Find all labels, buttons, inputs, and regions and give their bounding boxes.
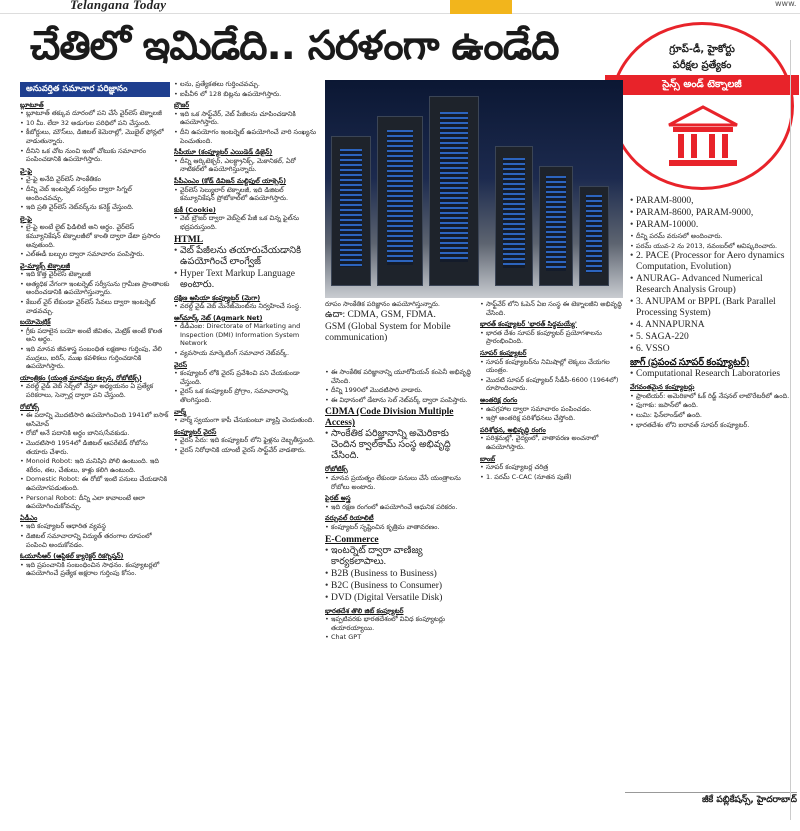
- bullet-text: • ఇది కొత్త వైర్‌లెస్‌ టెక్నాలజీ: [20, 270, 170, 279]
- subheading: CDMA (Code Division Multiple Access): [325, 407, 454, 429]
- subheading: దక్షిణ ఆసియా కంప్యూటర్‌ (మెగా): [174, 293, 261, 302]
- masthead-brand: Telangana Today: [70, 0, 167, 12]
- bullet-text: • 3. ANUPAM or BPPL (Bark Parallel Processing System): [630, 297, 790, 319]
- bullet-text: • దీన్ని 1990లో మొదటిసారి వాడారు.: [325, 386, 475, 395]
- bullet-text: • లై-ఫై అంటే లైట్‌ ఫిడిలిటీ అని అర్థం. వైర్‌లెస్‌ కమ్యూనికేషన్‌ టెక్నాలజీలో కాంతి ద్వారా డేటా ప్రసారం అవుతుంది.: [20, 223, 170, 249]
- bullet-text: • ఈ విధానంలో డేటాను సెల్‌ నెట్‌వర్క్‌ ద్వారా పంపిస్తారు.: [325, 396, 475, 405]
- subheading: పీపీఎంఎం (కోడ్‌ డివిజన్‌ మల్టిపుల్‌ యాక్సెస్‌): [174, 176, 287, 185]
- bullet-text: • వరల్డ్‌ వైడ్‌ వెబ్‌ మేనేజ్‌మెంట్‌ను నిర్వహించే సంస్థ.: [174, 302, 320, 311]
- bullet-text: • భారతదేశం లోని ఐరావత్‌ సూపర్‌ కంప్యూటర్‌.: [630, 421, 790, 430]
- column-4-body: [480, 300, 625, 481]
- bullet-text: • 1. పరమ్‌ C-CAC (నూతన పుణే): [480, 473, 625, 482]
- column-3-body: [325, 368, 475, 642]
- bullet-text: • వైరస్‌ నిరోధానికి యాంటీ వైరస్‌ సాఫ్ట్‌వేర్‌ వాడతారు.: [174, 446, 320, 455]
- bullet-text: • పరమ్‌ యువ-2 ను 2013, నవంబర్‌లో ఆవిష్కరించారు.: [630, 242, 790, 251]
- bullet-text: • Domestic Robot: ఈ రోబో ఇంటి పనులు చేయడానికి ఉపయోగపడుతుంది.: [20, 475, 170, 492]
- bullet-text: • ఇది కంప్యూటర్‌ ఆధారిత వ్యవస్థ: [20, 522, 170, 531]
- column-1: [20, 82, 170, 822]
- bullet-text: • 4. ANNAPURNA: [630, 320, 790, 331]
- server-rack: [377, 116, 423, 286]
- bullet-text: • దీని ఉపయోగం ఇంటర్నెట్‌ ఉపయోగించే వారి సంఖ్యను పెంచుతుంది.: [174, 128, 320, 145]
- bullet-text: • దీనిని ఒక చోట నుంచి ఇంకో చోటుకు సమాచారం పంపించడానికి ఉపయోగిస్తారు.: [20, 147, 170, 164]
- bullet-text: • Hyper Text Markup Language అంటారు.: [174, 269, 320, 291]
- server-rack: [495, 146, 533, 286]
- bullet-text: • కీబోర్డులు, మౌస్‌లు, డిజిటల్‌ కెమెరాల్లో, మొబైల్‌ ఫోన్లలో వాడుతున్నారు.: [20, 128, 170, 145]
- caption-line: రూపం సాంకేతిక పరిజ్ఞానం ఉపయోగిస్తున్నారు.: [325, 300, 440, 308]
- bullet-text: • ఇది ఒక సాఫ్ట్‌వేర్‌, వెబ్‌ పేజీలను చూపించడానికి ఉపయోగిస్తారు.: [174, 110, 320, 127]
- column-5: [630, 196, 790, 788]
- caption-line: ఉదా: CDMA, GSM, FDMA.: [325, 309, 436, 320]
- bullet-text: • Personal Robot: దీన్ని ఎలా కావాలంటే అలా ఉపయోగించుకోవచ్చు.: [20, 494, 170, 511]
- bullet-text: • B2C (Business to Consumer): [325, 581, 475, 592]
- bullet-text: • ANURAG- Advanced Numerical Research Analysis Group): [630, 274, 790, 296]
- bullet-text: • ఉపగ్రహాల ద్వారా సమాచారం పంపించడం.: [480, 405, 625, 414]
- bullet-text: • మానవ ప్రయత్నం లేకుండా పనులు చేసే యంత్రాలను రోబోలు అంటారు.: [325, 474, 475, 491]
- caption-line: GSM (Global System for Mobile communication): [325, 321, 451, 343]
- subheading: వార్మ్‌: [174, 407, 187, 416]
- subheading: E-Commerce: [325, 534, 379, 545]
- subheading: భారతదేశ తొలి జిట్‌ కంప్యూటర్‌: [325, 606, 404, 615]
- server-rack: [429, 96, 479, 286]
- publisher-credit: జీకే పబ్లికేషన్స్‌, హైదరాబాద్‌: [625, 792, 797, 807]
- bullet-text: • వ్యవసాయ మార్కెటింగ్‌ సమాచార నెట్‌వర్క్‌.: [174, 349, 320, 358]
- bullet-text: • Chat GPT: [325, 633, 475, 642]
- bullet-text: • ఐపీవీ6 లో 128 బిట్లను ఉపయోగిస్తారు.: [174, 90, 320, 99]
- topic-badge: [610, 22, 794, 190]
- subheading: అగ్‌మార్క్‌ నెట్‌ (Agmark Net): [174, 313, 263, 322]
- bullet-text: • పరిశ్రమల్లో, వైద్యంలో, వాతావరణ అంచనాలో ఉపయోగిస్తారు.: [480, 434, 625, 451]
- bullet-text: • ఎల్‌ఈడీ బల్బుల ద్వారా సమాచారం పంపిస్తారు.: [20, 250, 170, 259]
- subheading: వర్చువల్‌ రియాలిటీ: [325, 514, 374, 523]
- government-building-icon: [665, 105, 741, 169]
- bullet-text: • Computational Research Laboratories: [630, 369, 790, 380]
- server-rack: [331, 136, 371, 286]
- subheading: భారత్‌ కంప్యూటర్‌ 'భారత్‌ సిద్ధమయ్యే': [480, 320, 577, 329]
- server-rack: [539, 166, 573, 286]
- bullet-text: • వైరస్‌ పేరు: ఇది కంప్యూటర్‌ లోని ఫైళ్లను దెబ్బతీస్తుంది.: [174, 436, 320, 445]
- bullet-text: • అత్యధిక వేగంగా ఇంటర్నెట్‌ సర్వీసును గ్రామీణ ప్రాంతాలకు అందించడానికి ఉపయోగిస్తున్నారు.: [20, 280, 170, 297]
- bullet-text: • ఇస్రో అంతరిక్ష పరిశోధనలు చేస్తోంది.: [480, 414, 625, 423]
- bullet-text: • 10 మీ. లేదా 32 అడుగుల పరిధిలో పని చేస్తుంది.: [20, 119, 170, 128]
- subheading: లై-ఫై: [20, 214, 32, 223]
- bullet-text: • వైర్‌లెస్‌ సెల్యులార్‌ టెక్నాలజీ, ఇది డిజిటల్‌ కమ్యూనికేషన్‌ ప్రోటోకాల్‌లో ఉపయోగిస్తారు.: [174, 186, 320, 203]
- badge-line1: గ్రూప్‌-డీ, హైకోర్టు: [669, 44, 735, 55]
- bullet-text: • ఇప్పటివరకు భారతదేశంలో వివిధ కంప్యూటర్లు తయారయ్యాయి.: [325, 615, 475, 632]
- bullet-text: • రోబో అనే పదానికి అర్థం బానిస/సేవకుడు.: [20, 429, 170, 438]
- bullet-text: • కంప్యూటర్‌ సృష్టించిన కృత్రిమ వాతావరణం.: [325, 523, 475, 532]
- column-4: [480, 300, 625, 822]
- bullet-text: • DVD (Digital Versatile Disk): [325, 593, 475, 604]
- bullet-text: • లుమి: ఫిన్‌లాండ్‌లో ఉంది.: [630, 411, 790, 420]
- masthead-logo-box: [450, 0, 512, 14]
- bullet-text: • ఈ సాంకేతిక పరిజ్ఞానాన్ని యూరోపియన్‌ కంపెనీ అభివృద్ధి చేసింది.: [325, 368, 475, 385]
- column-2: [174, 80, 320, 822]
- page-edge: [790, 40, 800, 820]
- bullet-text: • వై-ఫై అనేది వైర్‌లెస్‌ సాంకేతికం: [20, 175, 170, 184]
- subheading: అంతరిక్ష రంగం: [480, 395, 518, 404]
- bullet-text: • వెబ్‌ పేజీలను తయారుచేయడానికి ఉపయోగించే లాంగ్వేజ్‌: [174, 246, 320, 268]
- bullet-text: • 2. PACE (Processor for Aero dynamics Computation, Evolution): [630, 251, 790, 273]
- subheading: HTML: [174, 234, 204, 245]
- subheading: వైరస్‌: [174, 360, 188, 369]
- bullet-text: • PARAM-8600, PARAM-9000,: [630, 208, 790, 219]
- subheading: యాంత్రికం (యంత్ర మానవుల కల్పన, రోబోటిక్స్‌): [20, 373, 142, 382]
- subheading: కంప్యూటర్‌ వైరస్‌: [174, 427, 217, 436]
- bullet-text: • PARAM-8000,: [630, 196, 790, 207]
- photo-caption: [325, 300, 475, 345]
- page-headline: చేతిలో ఇమిడేది.. సరళంగా ఉండేది: [30, 23, 559, 69]
- subheading: ఓయూసీఆర్‌ (ఆప్టికల్‌ క్యారెక్టర్‌ రికగ్నిషన్‌): [20, 552, 124, 561]
- column-1-body: [20, 101, 170, 578]
- bullet-text: • ఇది ప్రతి వైర్‌లెస్‌ నెట్‌వర్క్‌ను కనెక్ట్‌ చేస్తుంది.: [20, 203, 170, 212]
- column-2-body: [174, 80, 320, 455]
- subheading: వై-మ్యాక్స్‌ టెక్నాలజీ: [20, 261, 70, 270]
- caption-body: [325, 300, 475, 344]
- bullet-text: • ఇది ప్రపంచానికి సంబంధించిన సాధనం. కంప్యూటర్లలో ఉపయోగించే ప్రత్యేక అక్షరాల గుర్తింపు కోసం.: [20, 561, 170, 578]
- bullet-text: • డీడీఎంఐ: Directorate of Marketing and Inspection (DMI) Information System Network: [174, 322, 320, 348]
- bullet-text: • సాఫ్ట్‌వేర్‌ లోని ఓపెన్‌ ఏఐ సంస్థ ఈ టెక్నాలజీని అభివృద్ధి చేసింది.: [480, 300, 625, 317]
- bullet-text: • వార్మ్‌ స్వయంగా కాపీ చేసుకుంటూ వ్యాప్తి చెందుతుంది.: [174, 416, 320, 425]
- subheading: రోబోటిక్స్‌: [325, 465, 348, 474]
- section-header: అనువర్తిత సమాచార పరిజ్ఞానం: [20, 82, 170, 97]
- subheading: కుకీ (Cookie): [174, 205, 216, 214]
- subheading: రోబోట్స్‌: [20, 402, 39, 411]
- bullet-text: • గ్రీకు పదాలైన బయో అంటే జీవితం, మెట్రిక్‌ అంటే కొలత అని అర్థం.: [20, 327, 170, 344]
- bullet-text: • PARAM-10000.: [630, 220, 790, 231]
- bullet-text: • సాంకేతిక పరిజ్ఞానాన్ని అమెరికాకు చెందిన క్వాల్‌కామ్‌ సంస్థ అభివృద్ధి చేసింది.: [325, 429, 475, 462]
- supercomputer-photo: [325, 80, 623, 298]
- subheading: వేగవంతమైన కంప్యూటర్లు: [630, 383, 695, 392]
- bullet-text: • ఈ పదాన్ని మొదటిసారి ఉపయోగించింది 1941లో ఐసాక్‌ అసిమోవ్‌: [20, 411, 170, 428]
- subheading: సీపీయూ (కంప్యూటర్‌ ఎయిడెడ్‌ డిజైన్‌): [174, 148, 273, 157]
- bullet-text: • భారత దేశం సూపర్‌ కంప్యూటర్‌ ప్రయోగశాలను ప్రారంభించింది.: [480, 329, 625, 346]
- masthead-web: www.: [775, 0, 797, 8]
- subheading: బయోమెట్రిక్‌: [20, 318, 51, 327]
- bullet-text: • ఫ్రాంటియర్‌: అమెరికాలో ఓక్‌ రిడ్జ్‌ నేషనల్‌ లాబొరేటరీలో ఉంది.: [630, 392, 790, 401]
- bullet-text: • ఇది రక్షణ రంగంలో ఉపయోగించే ఆధునిక పరికరం.: [325, 503, 475, 512]
- subheading: పరిశోధన, అభివృద్ధి రంగం: [480, 425, 546, 434]
- bullet-text: • లను, ప్రత్యేకతలు గుర్తించవచ్చు.: [174, 80, 320, 89]
- bullet-text: • వెబ్‌ బ్రౌజర్‌ ద్వారా వెబ్‌సైట్‌ పేజీ ఒక చిన్న ఫైల్‌ను భద్రపరుస్తుంది.: [174, 214, 320, 231]
- bullet-text: • వరల్డ్‌ వైడ్‌ వెబ్‌ సెర్చ్‌లో వేస్తూ అధ్యయనం ఏ ప్రత్యేక పరికరాలు, సెన్సార్ల ద్వారా పని చేస్తుంది.: [20, 382, 170, 399]
- bullet-text: • ఇది మానవ జీవశాస్త్ర సంబంధిత లక్షణాల గుర్తింపు, వేలి ముద్రలు, ఐరిస్‌, ముఖ కవళికలు గుర్తించడానికి ఉపయోగిస్తారు.: [20, 345, 170, 371]
- subheading: పైరట్‌ అస్త్ర: [325, 494, 351, 503]
- column-3: [325, 368, 475, 822]
- bullet-text: • సూపర్‌ కంప్యూటర్‌ను నిమిషాల్లో లెక్కలు చేయగల యంత్రం.: [480, 358, 625, 375]
- subheading: జాగ్‌ (ప్రపంచ సూపర్‌ కంప్యూటర్‌): [630, 358, 750, 369]
- bullet-text: • మొదటిసారి 1954లో డిజిటల్‌ ఆపరేటెడ్‌ రోబోను తయారు చేశారు.: [20, 439, 170, 456]
- bullet-text: • బ్లూటూత్‌ తక్కువ దూరంలో పని చేసే వైర్‌లెస్‌ టెక్నాలజీ: [20, 109, 170, 118]
- bullet-text: • B2B (Business to Business): [325, 569, 475, 580]
- subheading: బాంబ్‌: [480, 454, 496, 463]
- bullet-text: • సూపర్‌ కంప్యూటర్ల చరిత్ర: [480, 463, 625, 472]
- bullet-text: • కంప్యూటర్‌ లోకి వైరస్‌ ప్రవేశించి పని చేయకుండా చేస్తుంది.: [174, 369, 320, 386]
- bullet-text: • దీన్ని ఆర్కిటెక్చర్‌, ఎలక్ట్రానిక్స్‌, మెకానికల్‌, ఏరో నాటికల్‌లో ఉపయోగిస్తున్నారు.: [174, 157, 320, 174]
- subheading: సూపర్‌ కంప్యూటర్‌: [480, 348, 527, 357]
- subheading: బ్లూటూత్‌: [20, 100, 44, 109]
- badge-banner: సైన్స్‌ అండ్‌ టెక్నాలజీ: [605, 75, 799, 95]
- bullet-text: • 6. VSSO: [630, 344, 790, 355]
- subheading: ఏడీఎం: [20, 513, 38, 522]
- bullet-text: • 5. SAGA-220: [630, 332, 790, 343]
- bullet-text: • ఫుగాకు: జపాన్‌లో ఉంది.: [630, 401, 790, 410]
- masthead-bar: [0, 0, 800, 14]
- bullet-text: • వైరస్‌ ఒక కంప్యూటర్‌ ప్రోగ్రాం, సమాచారాన్ని తొలగిస్తుంది.: [174, 387, 320, 404]
- column-5-body: [630, 196, 790, 429]
- bullet-text: • డిజిటల్‌ సమాచారాన్ని విద్యుత్‌ తరంగాల రూపంలో పంపించి అందుకోవడం.: [20, 532, 170, 549]
- badge-line2: పరీక్షల ప్రత్యేకం: [672, 60, 732, 71]
- bullet-text: • Monoid Robot: ఇది మనిషిని పోలి ఉంటుంది. ఇది శరీరం, తల, చేతులు, కాళ్లు కలిగి ఉంటుంది.: [20, 457, 170, 474]
- bullet-text: • దీన్ని పరమ్‌ వరుసలో అందించారు.: [630, 232, 790, 241]
- bullet-text: • కేబుల్‌ వైర్‌ లేకుండా వైర్‌లెస్‌ సేవలు ద్వారా ఇంటర్నెట్‌ వాడవచ్చు.: [20, 298, 170, 315]
- server-rack: [579, 186, 609, 286]
- subheading: బ్రౌజర్‌: [174, 101, 190, 110]
- bullet-text: • దీన్ని వెబ్‌ ఇంటర్నెట్‌ సర్వర్‌ల ద్వారా సిగ్నల్‌ అందించవచ్చు.: [20, 185, 170, 202]
- subheading: వై-ఫై: [20, 166, 32, 175]
- bullet-text: • ఇంటర్నెట్‌ ద్వారా వాణిజ్య కార్యకలాపాలు.: [325, 546, 475, 568]
- bullet-text: • మొదటి సూపర్‌ కంప్యూటర్‌ సీడీసీ-6600 (1964లో) రూపొందించారు.: [480, 376, 625, 393]
